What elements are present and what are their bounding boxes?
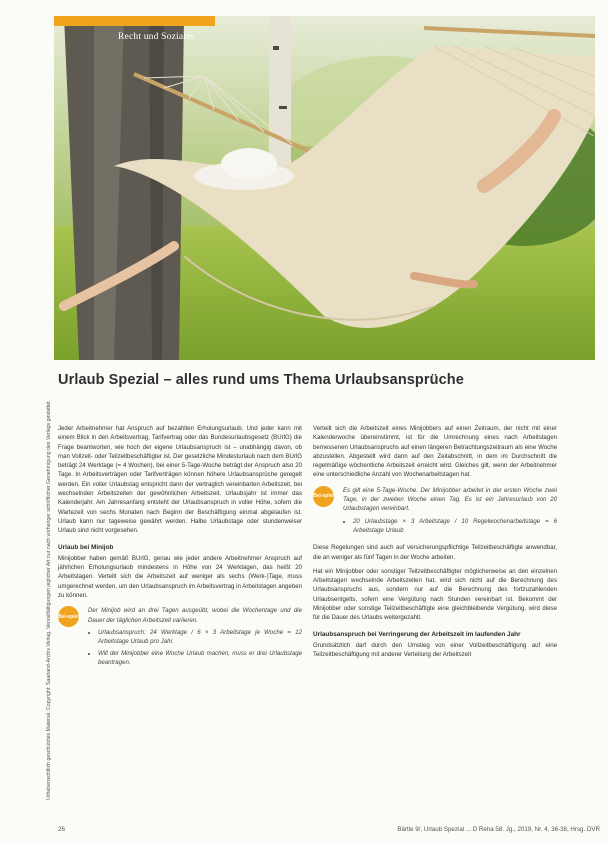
hammock-photo bbox=[54, 16, 595, 360]
example-badge: Bei-spiel bbox=[58, 606, 79, 627]
section-label: Recht und Soziales bbox=[118, 32, 195, 42]
hammock-illustration bbox=[54, 16, 595, 360]
example-badge: Bei-spiel bbox=[313, 486, 334, 507]
left-column bbox=[58, 424, 302, 675]
example-list bbox=[88, 628, 302, 667]
list-item: • 20 Urlaubstage × 3 Arbeitstage / 10 Regelwochenarbeitstage = 6 Arbeitstage Urlaub bbox=[353, 517, 557, 536]
subheading: Urlaub bei Minijob bbox=[58, 543, 114, 551]
example-box bbox=[58, 606, 302, 667]
right-column bbox=[313, 424, 557, 665]
citation: Bärtle 9/, Urlaub Spezial ... D Reha 58. Jg., 2019, Nr. 4, 36-38, Hrsg. DVR bbox=[397, 826, 600, 833]
example-text: Der Minijob wird an drei Tagen ausgeübt, wobei die Wochentage und die Dauer der täglichen Arbeitszeit variieren. bbox=[88, 607, 302, 624]
list-item: • Urlaubsanspruch: 24 Werktage / 6 × 3 Arbeitstage je Woche = 12 Arbeitstage Urlaub pro Jahr. bbox=[98, 628, 302, 647]
paragraph: Minijobber haben gemäß BUrlG, genau wie jeder andere Arbeitnehmer Anspruch auf jährlichen Erholungsurlaub mindestens in Höhe von 24 Werktagen, das heißt 20 Arbeitstagen. Verteilt sich die Arbeitszeit auf weniger als sechs (Werk-)Tage, muss umgerechnet werden, um den Urlaubsanspruch im Arbeitsvertrag in Arbeitstagen angeben zu können. bbox=[58, 554, 302, 600]
example-text: Es gilt eine 5-Tage-Woche. Der Minijobber arbeitet in der ersten Woche zwei Tage, in der zweiten Woche einen Tag. Es ist ein Jahresurlaub von 20 Urlaubstagen vereinbart. bbox=[343, 486, 557, 513]
list-item: • Will der Minijobber eine Woche Urlaub machen, muss er drei Urlaubstage beantragen. bbox=[98, 649, 302, 668]
article-title: Urlaub Spezial – alles rund ums Thema Urlaubsansprüche bbox=[58, 372, 464, 388]
subheading: Urlaubsanspruch bei Verringerung der Arbeitszeit im laufenden Jahr bbox=[313, 630, 521, 638]
paragraph: Hat ein Minijobber oder sonstiger Teilzeitbeschäftigter möglicherweise an den einzelnen Arbeitstagen wechselnde Arbeitszeiten hat, wird sich nicht auf die Berechnung des Urlaubsanspruchs aus, sondern nur auf die Berechnung des fortzuzahlenden Urlaubsentgelts, sofern eine Vergütung nach Stunden vereinbart ist. Bekommt der Minijobber oder sonstige Teilzeitbeschäftigte eine gleichbleibende Vergütung, wird diese für die Dauer des Urlaubs weitergezahlt. bbox=[313, 567, 557, 622]
copyright-text: Urheberrechtlich geschütztes Material. Copyright: Saarland-Archiv Verlag. Vervielfältigungen jeglicher Art nur nach vorheriger schriftlicher Genehmigung des Verlags gestattet. bbox=[46, 400, 52, 800]
copyright-sidebar bbox=[40, 60, 50, 800]
paragraph: Grundsätzlich darf durch den Umstieg von einer Vollzeitbeschäftigung auf eine Teilzeitbeschäftigung mit anderer Verteilung der Arbeitszeit bbox=[313, 641, 557, 659]
example-list bbox=[343, 517, 557, 536]
paragraph: Jeder Arbeitnehmer hat Anspruch auf bezahlten Erholungsurlaub. Und jeder kann mit einem Blick in den Arbeitsvertrag, Tarifvertrag oder das Bundesurlaubsgesetz (BUrlG) die Frage beantworten, wie hoch der eigene Urlaubsanspruch ist – unabhängig davon, ob man Vollzeit- oder Teilzeitbeschäftigter ist. Der gesetzliche Mindesturlaub nach dem BUrlG beträgt 24 Werktage (= 4 Wochen), bei einer 5-Tage-Woche beträgt der Anspruch also 20 Tage. In Arbeitsverträgen oder Tarifverträgen können höhere Urlaubsansprüche geregelt werden. Ein voller Urlaubstag entspricht dann der vertraglich vereinbarten Arbeitszeit, bei wechselnden Arbeitszeiten der gewöhnlichen Arbeitszeit. Urlaubsjahr ist immer das Kalenderjahr. Am Jahresanfang entsteht der Urlaubsanspruch in voller Höhe, sofern die Wartezeit von sechs Monaten nach Beginn der Beschäftigung einmal abgelaufen ist. Urlaub kann nur tageweise gewährt werden. Halbe Urlaubstage oder stundenweiser Urlaub sind nicht vorgesehen. bbox=[58, 425, 302, 535]
page-number: 26 bbox=[58, 826, 65, 833]
paragraph: Verteilt sich die Arbeitszeit eines Minijobbers auf einen Zeitraum, der nicht mit einer Kalenderwoche übereinstimmt, ist für die Umrechnung eines nach Arbeitstagen bemessenen Urlaubsanspruchs auf einen längeren Betrachtungszeitraum als eine Woche abzustellen. Abgestellt wird dann auf den Zeitabschnitt, in dem im Durchschnitt die regelmäßige wöchentliche Arbeitszeit erreicht wird. Gleiches gilt, wenn der Arbeitnehmer eine unterschiedliche Anzahl von Wochenarbeitstagen hat. bbox=[313, 425, 557, 479]
section-accent-bar bbox=[54, 16, 215, 26]
paragraph: Diese Regelungen sind auch auf versicherungspflichtige Teilzeitbeschäftigte anwendbar, die an weniger als fünf Tagen in der Woche arbeiten. bbox=[313, 544, 557, 561]
example-box bbox=[313, 486, 557, 535]
